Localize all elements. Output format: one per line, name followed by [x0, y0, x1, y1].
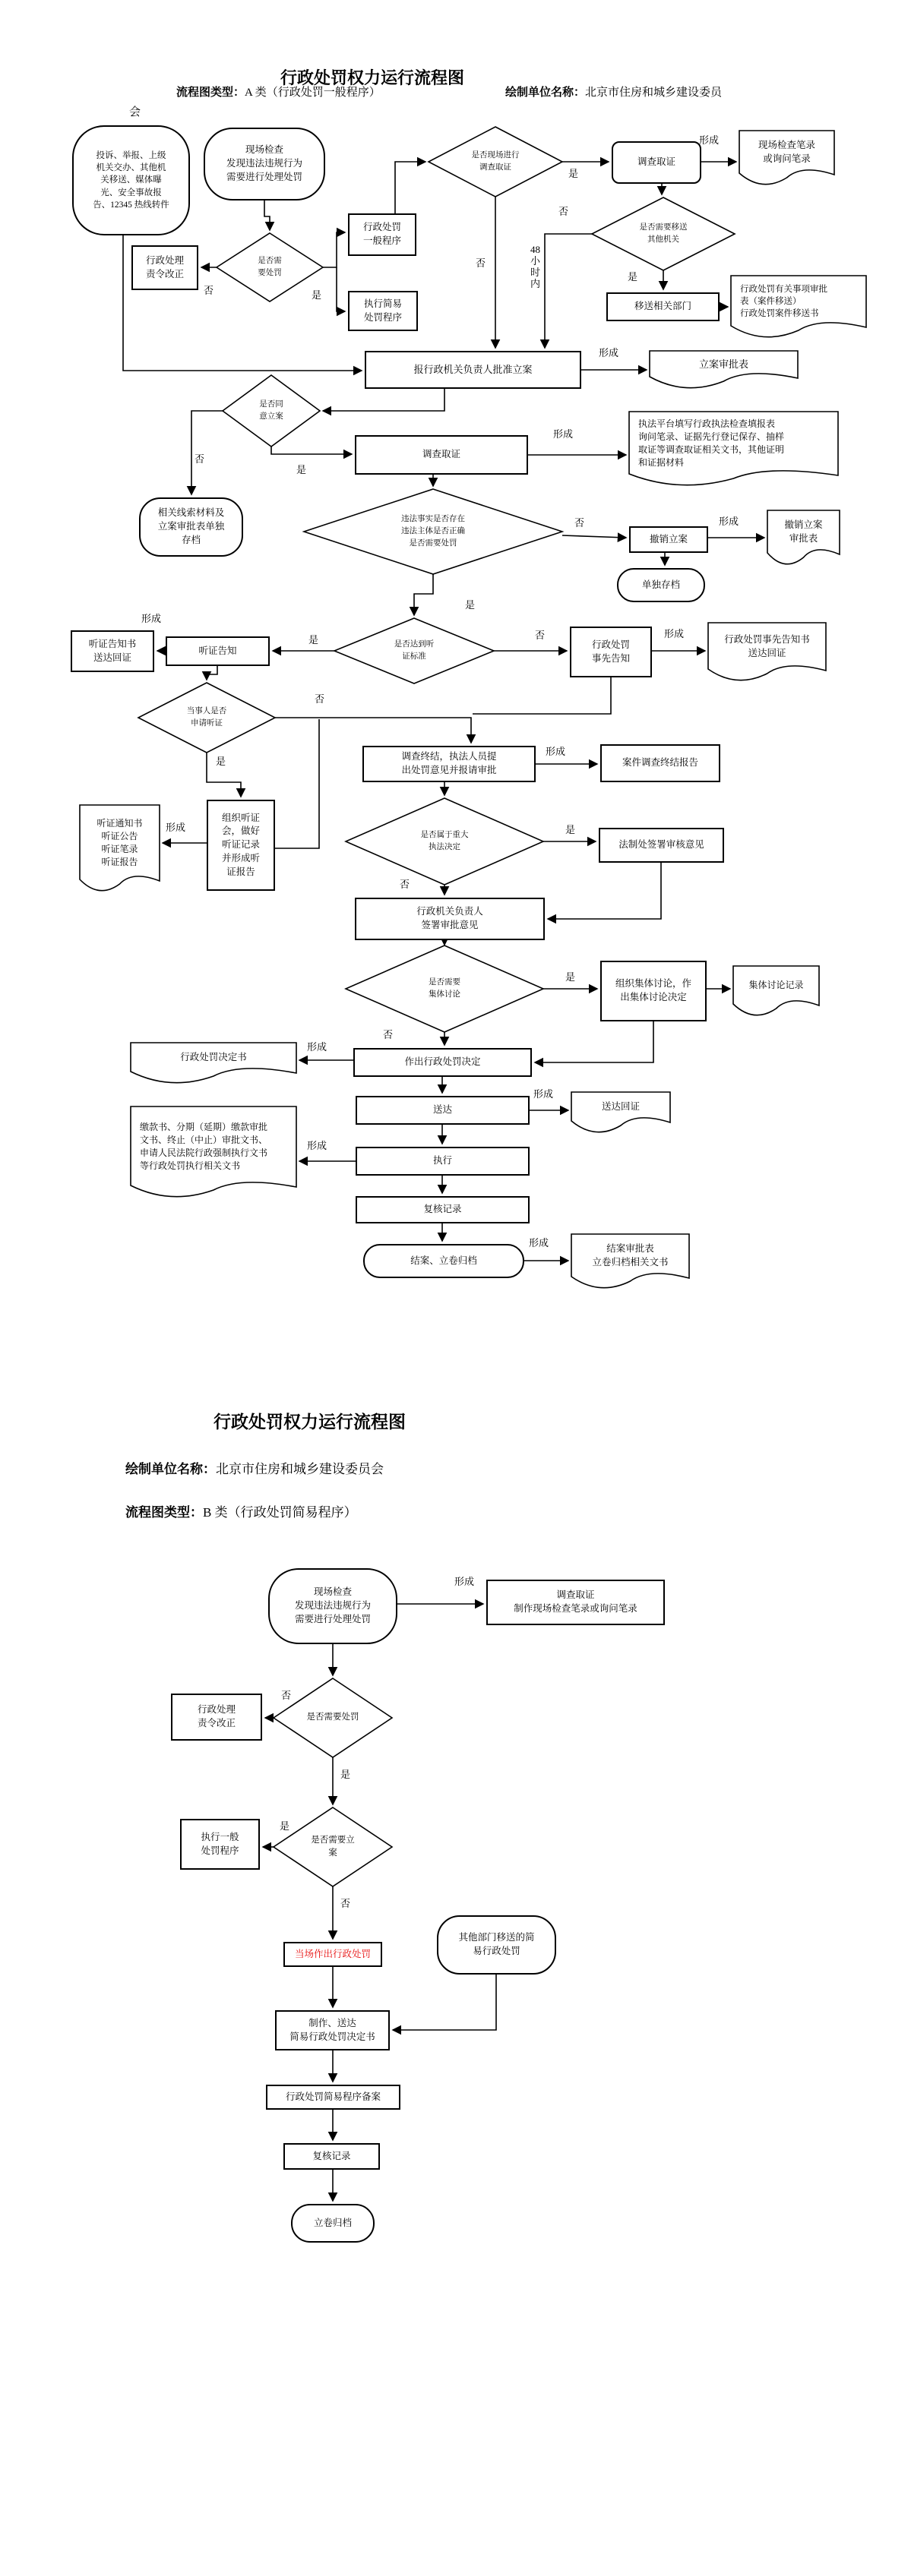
node-leader-sign-approval: 行政机关负责人 签署审批意见: [355, 898, 545, 940]
label-yes: 是: [565, 824, 576, 835]
label-no: 否: [558, 206, 569, 217]
label-no: 否: [195, 453, 205, 465]
label-form: 形成: [664, 628, 685, 639]
label-no: 否: [315, 693, 325, 705]
doc-prior-notice-receipt: 行政处罚事先告知书 送达回证: [724, 633, 810, 658]
node-site-inspection: 现场检查 发现违法违规行为 需要进行处理处罚: [204, 128, 325, 200]
label-yes: 是: [216, 756, 226, 767]
label-form: 形成: [546, 746, 566, 757]
node-b-onspot-penalty: 当场作出行政处罚: [283, 1942, 382, 1967]
decision-collective-discussion: 是否需要 集体讨论: [429, 978, 460, 999]
label-form: 形成: [533, 1088, 554, 1100]
decision-b-need-penalty: 是否需要处罚: [306, 1713, 359, 1722]
label-form: 形成: [699, 134, 720, 146]
doc-transfer-approval-form: 行政处罚有关事项审批 表（案件移送） 行政处罚案件移送书: [740, 284, 827, 319]
chart-b-type-label: 流程图类型：: [125, 1505, 203, 1520]
chart-a-org-label: 绘制单位名称：: [505, 87, 586, 99]
node-transfer-departments: 移送相关部门: [606, 292, 720, 321]
chart-a-org: [505, 84, 722, 99]
label-no: 否: [204, 285, 214, 296]
label-no: 否: [400, 879, 410, 890]
node-order-correction: 行政处理 责令改正: [131, 245, 198, 290]
node-organize-hearing: 组织听证 会，做好 听证记录 并形成听 证报告: [207, 800, 275, 891]
node-report-filing-approval: 报行政机关负责人批准立案: [365, 351, 581, 389]
chart-a-title: 行政处罚权力运行流程图: [280, 68, 464, 87]
node-deliver: 送达: [356, 1096, 530, 1125]
node-general-procedure: 行政处罚 一般程序: [348, 213, 416, 256]
node-b-order-correction: 行政处理 责令改正: [171, 1694, 262, 1741]
node-make-penalty-decision: 作出行政处罚决定: [353, 1048, 532, 1077]
node-legal-dept-review: 法制处签署审核意见: [599, 828, 724, 863]
label-no: 否: [340, 1898, 351, 1909]
doc-penalty-decision: 行政处罚决定书: [180, 1052, 247, 1063]
decision-transfer-other-organ: 是否需要移送 其他机关: [639, 223, 688, 244]
label-yes: 是: [465, 599, 476, 611]
label-no: 否: [535, 630, 546, 641]
node-b-transferred-simple-penalty: 其他部门移送的简 易行政处罚: [437, 1915, 556, 1975]
label-form: 形成: [454, 1576, 475, 1587]
decision-facts-subject-penalty: 违法事实是否存在 违法主体是否正确 是否需要处罚: [401, 515, 465, 548]
doc-investigation-report: 案件调查终结报告: [600, 744, 720, 782]
label-no: 否: [383, 1029, 394, 1040]
doc-closing-approval-form: 结案审批表 立卷归档相关文书: [592, 1243, 669, 1267]
label-yes: 是: [312, 289, 322, 301]
doc-execution-documents: 缴款书、分期（延期）缴款审批 文书、终止（中止）审批文书、 申请人民法院行政强制执行文书 等行政处罚执行相关文书: [140, 1121, 268, 1172]
node-b-archive: 立卷归档: [291, 2204, 375, 2243]
chart-a-org-wrap: 会: [129, 106, 141, 118]
doc-enforcement-platform-forms: 执法平台填写行政执法检查填报表 询问笔录、证据先行登记保存、抽样 取证等调查取证相关文书，其他证明 和证据材料: [638, 418, 785, 469]
label-form: 形成: [141, 613, 162, 624]
node-b-site-inspection: 现场检查 发现违法违规行为 需要进行处理处罚: [268, 1568, 397, 1644]
node-hearing-notification: 听证告知: [166, 636, 270, 666]
label-yes: 是: [340, 1769, 351, 1780]
label-yes: 是: [568, 168, 579, 179]
label-form: 形成: [307, 1140, 327, 1151]
node-b-investigation-records: 调查取证 制作现场检查笔录或询问笔录: [486, 1580, 665, 1625]
label-yes: 是: [296, 464, 307, 475]
label-yes: 是: [280, 1820, 290, 1832]
chart-b-type: [125, 1501, 357, 1520]
node-complaint-sources: 投诉、举报、上级 机关交办、其他机 关移送、媒体曝 光、安全事故报 告、12345 热线转件: [72, 125, 190, 235]
label-no: 否: [476, 257, 486, 269]
label-form: 形成: [307, 1041, 327, 1053]
chart-b-org-label: 绘制单位名称：: [125, 1462, 216, 1476]
decision-agree-filing: 是否同 意立案: [259, 400, 283, 421]
node-b-make-deliver-decision: 制作、送达 简易行政处罚决定书: [275, 2010, 390, 2050]
decision-hearing-standard: 是否达到听 证标准: [394, 640, 435, 661]
decision-major-enforcement: 是否属于重大 执法决定: [420, 831, 469, 851]
node-close-case-archive: 结案、立卷归档: [363, 1244, 524, 1278]
node-archive-clues: 相关线索材料及 立案审批表单独 存档: [139, 497, 243, 557]
chart-a-type-value: A 类（行政处罚一般程序）: [245, 87, 381, 99]
label-form: 形成: [166, 822, 186, 833]
decision-onsite-investigation: 是否现场进行 调查取证: [471, 151, 520, 172]
doc-delivery-receipt: 送达回证: [601, 1101, 640, 1113]
node-review-record: 复核记录: [356, 1196, 530, 1223]
doc-collective-discussion-record: 集体讨论记录: [748, 980, 804, 991]
chart-b-org-value: 北京市住房和城乡建设委员会: [216, 1462, 384, 1476]
doc-revoke-approval-form: 撤销立案 审批表: [784, 519, 823, 544]
chart-a-org-value: 北京市住房和城乡建设委员: [585, 87, 723, 99]
node-investigation-2: 调查取证: [355, 435, 528, 475]
node-b-review-record: 复核记录: [283, 2143, 380, 2170]
label-yes: 是: [628, 271, 638, 283]
label-no: 否: [281, 1690, 292, 1701]
node-prior-notification: 行政处罚 事先告知: [570, 627, 652, 677]
node-archive-separately: 单独存档: [617, 568, 705, 602]
label-form: 形成: [529, 1237, 549, 1249]
chart-a-type: [176, 84, 381, 99]
node-execute: 执行: [356, 1147, 530, 1176]
decision-need-penalty: 是否需 要处罚: [258, 257, 282, 277]
node-organize-collective-discussion: 组织集体讨论，作 出集体讨论决定: [600, 961, 707, 1021]
doc-hearing-notice-receipt: 听证告知书 送达回证: [71, 630, 154, 672]
doc-filing-approval-form: 立案审批表: [698, 358, 748, 370]
label-yes: 是: [308, 634, 319, 646]
label-48-hours: 48 小 时 内: [530, 244, 541, 289]
decision-b-need-filing: 是否需要立 案: [311, 1835, 355, 1858]
chart-b-title: 行政处罚权力运行流程图: [214, 1413, 406, 1432]
label-form: 形成: [599, 347, 619, 358]
doc-inspection-records: 现场检查笔录 或询问笔录: [758, 140, 815, 164]
node-investigation-1: 调查取证: [612, 141, 701, 184]
label-form: 形成: [553, 428, 574, 440]
node-b-general-procedure: 执行一般 处罚程序: [180, 1819, 260, 1870]
chart-b-type-value: B 类（行政处罚简易程序）: [203, 1505, 357, 1520]
label-yes: 是: [565, 971, 576, 983]
node-investigation-conclusion: 调查终结，执法人员提 出处罚意见并报请审批: [362, 746, 536, 782]
doc-hearing-documents: 听证通知书 听证公告 听证笔录 听证报告: [96, 817, 143, 868]
decision-party-apply-hearing: 当事人是否 申请听证: [186, 707, 227, 728]
node-simple-procedure: 执行简易 处罚程序: [348, 291, 418, 331]
chart-b-org: [125, 1458, 384, 1477]
node-b-simple-procedure-record: 行政处罚简易程序备案: [266, 2085, 400, 2110]
label-form: 形成: [719, 516, 739, 527]
chart-a-type-label: 流程图类型：: [176, 87, 245, 99]
node-revoke-filing: 撤销立案: [629, 526, 708, 553]
label-no: 否: [574, 517, 585, 529]
